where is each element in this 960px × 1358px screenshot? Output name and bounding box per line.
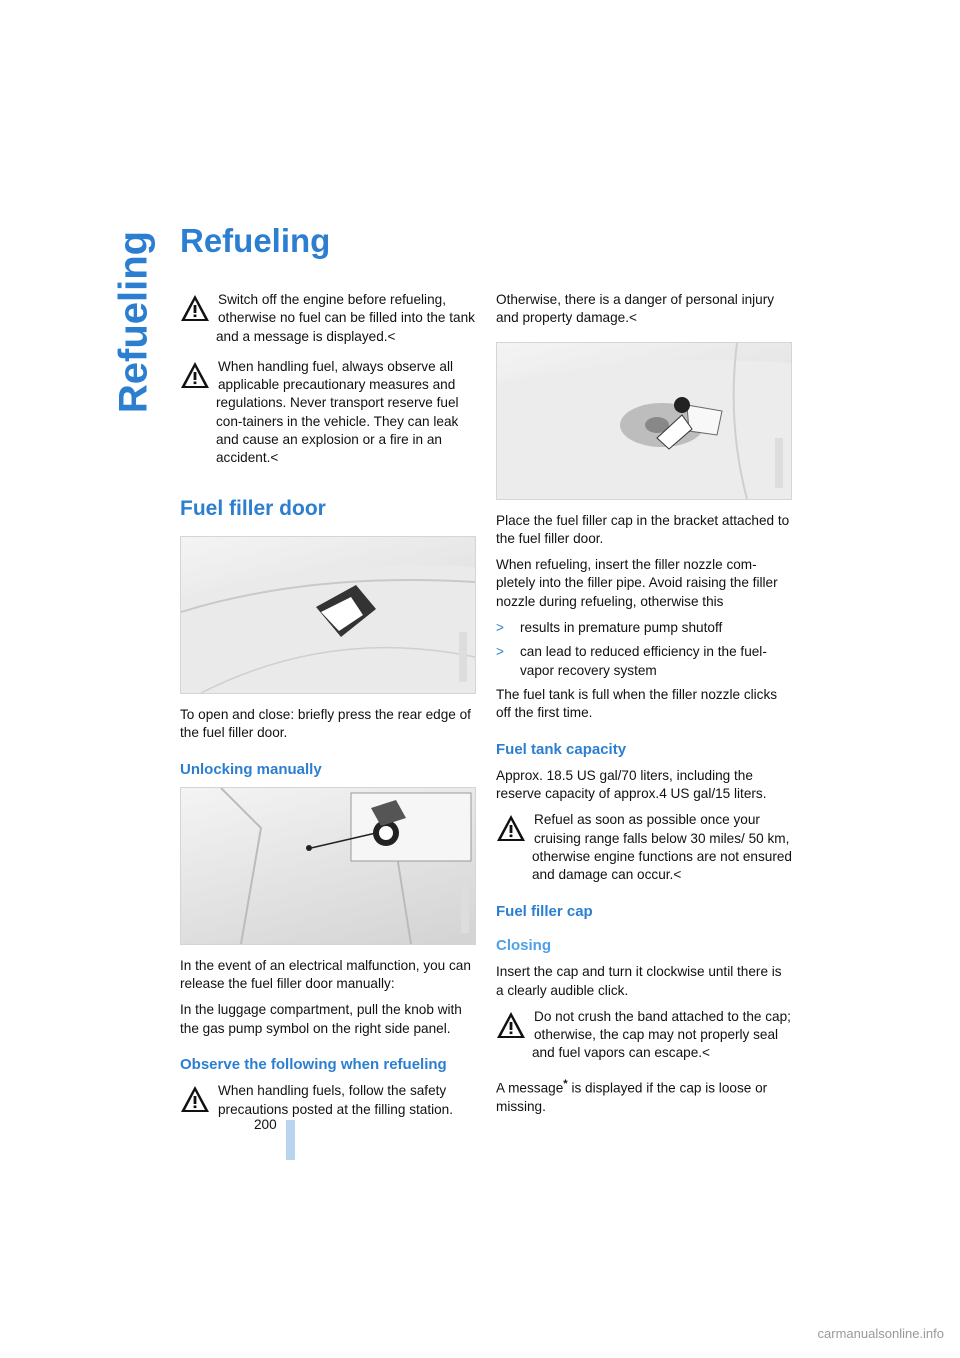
warning-engine-off bbox=[180, 291, 476, 346]
paragraph-capacity: Approx. 18.5 US gal/70 liters, including the reserve capacity of approx.4 US gal/15 liters. bbox=[496, 767, 767, 802]
asterisk-footnote: * bbox=[563, 1077, 568, 1090]
warning-triangle-icon bbox=[180, 293, 210, 323]
warning-text: Do not crush the band attached to the cap; otherwise, the cap may not properly seal and fuel vapors can escape.< bbox=[532, 1008, 791, 1061]
paragraph-place-cap: Place the fuel filler cap in the bracket attached to the fuel filler door. bbox=[496, 512, 790, 546]
paragraph-tank-full: The fuel tank is full when the filler nozzle clicks off the first time. bbox=[496, 686, 778, 721]
message-text-b: is displayed if the cap is loose or missing. bbox=[496, 1080, 768, 1114]
paragraph-luggage: In the luggage compartment, pull the knob with the gas pump symbol on the right side panel. bbox=[180, 1002, 462, 1036]
fuel-filler-door-image bbox=[180, 536, 476, 694]
warning-triangle-icon bbox=[180, 1084, 210, 1114]
message-text-a: A message bbox=[496, 1080, 564, 1096]
paragraph-malfunction: In the event of an electrical malfunction, you can release the fuel filler door manually: bbox=[180, 957, 471, 992]
list-item bbox=[496, 619, 792, 637]
bullet-marker: > bbox=[496, 620, 504, 636]
list-item bbox=[496, 643, 792, 680]
heading-closing: Closing bbox=[496, 936, 551, 954]
bullet-marker: > bbox=[496, 644, 504, 660]
warning-text: Refuel as soon as possible once your cruising range falls below 30 miles/ 50 km, otherwise engine functions are not ensured and damage can occur.< bbox=[532, 812, 792, 883]
paragraph-message bbox=[496, 1075, 792, 1116]
warning-handling-fuel bbox=[180, 358, 476, 468]
warning-triangle-icon bbox=[496, 813, 526, 843]
page-number: 200 bbox=[254, 1117, 277, 1132]
right-column bbox=[496, 291, 792, 1124]
left-column bbox=[180, 291, 476, 1131]
warning-text: When handling fuel, always observe all applicable precautionary measures and regulations. Never transport reserve fuel con-tainers in the vehicle. They can leak and cause an explosion or a fire in an accident.< bbox=[216, 358, 459, 466]
warning-triangle-icon bbox=[180, 360, 210, 390]
heading-fuel-tank-capacity: Fuel tank capacity bbox=[496, 740, 627, 758]
paragraph-closing: Insert the cap and turn it clockwise until there is a clearly audible click. bbox=[496, 964, 782, 998]
list-item-text: results in premature pump shutoff bbox=[520, 620, 723, 636]
warning-cruising-range bbox=[496, 811, 792, 884]
side-tab bbox=[112, 232, 156, 412]
luggage-compartment-image bbox=[180, 787, 476, 945]
warning-safety-precautions bbox=[180, 1082, 476, 1119]
page-number-bar bbox=[286, 1120, 295, 1160]
warning-triangle-icon bbox=[496, 1010, 526, 1040]
warning-text: Switch off the engine before refueling, otherwise no fuel can be filled into the tank and a message is displayed.< bbox=[216, 292, 475, 344]
list-item-text: can lead to reduced efficiency in the fuel-vapor recovery system bbox=[520, 644, 767, 678]
fuel-cap-bracket-image bbox=[496, 342, 792, 500]
page-title: Refueling bbox=[180, 222, 331, 259]
paragraph-insert-nozzle: When refueling, insert the filler nozzle com-pletely into the filler pipe. Avoid raising the filler nozzle during refueling, otherwise this bbox=[496, 557, 778, 609]
heading-fuel-filler-cap: Fuel filler cap bbox=[496, 902, 593, 920]
footer-watermark[interactable]: carmanualsonline.info bbox=[817, 1326, 944, 1341]
paragraph-otherwise: Otherwise, there is a danger of personal injury and property damage.< bbox=[496, 292, 775, 326]
warning-band bbox=[496, 1008, 792, 1063]
paragraph-open-close: To open and close: briefly press the rear edge of the fuel filler door. bbox=[180, 706, 471, 741]
heading-observe-refueling: Observe the following when refueling bbox=[180, 1056, 447, 1074]
side-tab-label: Refueling bbox=[111, 230, 156, 414]
warning-text: When handling fuels, follow the safety precautions posted at the filling station. bbox=[218, 1083, 454, 1117]
heading-fuel-filler-door: Fuel filler door bbox=[180, 496, 326, 520]
heading-unlocking-manually: Unlocking manually bbox=[180, 760, 322, 778]
